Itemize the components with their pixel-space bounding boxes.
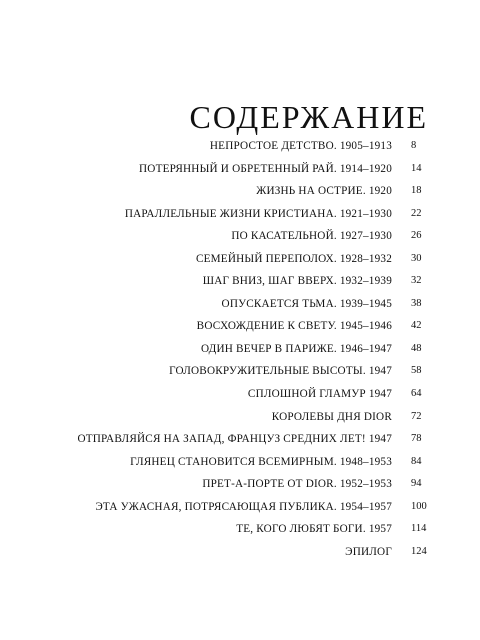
toc-entry-page-number: 26 — [411, 230, 422, 242]
toc-entry — [0, 270, 480, 293]
toc-entry-title: ПАРАЛЛЕЛЬНЫЕ ЖИЗНИ КРИСТИАНА. 1921–1930 — [124, 207, 392, 220]
toc-entry-title: ОТПРАВЛЯЙСЯ НА ЗАПАД, ФРАНЦУЗ СРЕДНИХ ЛЕТ! 1947 — [77, 433, 392, 446]
toc-entry-page-number: 94 — [411, 478, 422, 490]
toc-entry — [0, 383, 480, 406]
toc-entry-page-number: 48 — [411, 342, 422, 354]
toc-entry-title: ПРЕТ-А-ПОРТЕ ОТ DIOR. 1952–1953 — [202, 478, 392, 491]
toc-entry-page-number: 32 — [411, 275, 422, 287]
toc-entry-page-number: 18 — [411, 185, 422, 197]
toc-entry-page-number: 42 — [411, 320, 422, 332]
toc-entry-page-number: 78 — [411, 433, 422, 445]
toc-entry-page-number: 114 — [411, 523, 427, 535]
toc-entry-title: ГЛЯНЕЦ СТАНОВИТСЯ ВСЕМИРНЫМ. 1948–1953 — [130, 455, 392, 468]
toc-entry-title: СЕМЕЙНЫЙ ПЕРЕПОЛОХ. 1928–1932 — [195, 252, 392, 265]
toc-entry — [0, 541, 480, 564]
toc-entry-title: ПОТЕРЯННЫЙ И ОБРЕТЕННЫЙ РАЙ. 1914–1920 — [139, 162, 392, 175]
toc-entry — [0, 135, 480, 158]
toc-entry — [0, 315, 480, 338]
toc-entry-page-number: 100 — [411, 500, 427, 512]
toc-entry-title: ЭТА УЖАСНАЯ, ПОТРЯСАЮЩАЯ ПУБЛИКА. 1954–1957 — [95, 500, 392, 513]
toc-entry-page-number: 14 — [411, 162, 422, 174]
toc-entry-title: ГОЛОВОКРУЖИТЕЛЬНЫЕ ВЫСОТЫ. 1947 — [169, 365, 392, 378]
toc-entry-page-number: 124 — [411, 545, 427, 557]
toc-entry — [0, 338, 480, 361]
toc-entry-page-number: 22 — [411, 207, 422, 219]
toc-entry-title: ШАГ ВНИЗ, ШАГ ВВЕРХ. 1932–1939 — [202, 275, 392, 288]
toc-entry — [0, 473, 480, 496]
toc-entry-title: ОДИН ВЕЧЕР В ПАРИЖЕ. 1946–1947 — [200, 342, 392, 355]
toc-entry-title: КОРОЛЕВЫ ДНЯ DIOR — [271, 410, 392, 423]
toc-entry-title: НЕПРОСТОЕ ДЕТСТВО. 1905–1913 — [209, 140, 392, 152]
toc-entry — [0, 428, 480, 451]
toc-entry — [0, 293, 480, 316]
toc-entry — [0, 360, 480, 383]
toc-entry — [0, 518, 480, 541]
toc-entry — [0, 451, 480, 474]
toc-entry — [0, 248, 480, 271]
toc-entry-title: ОПУСКАЕТСЯ ТЬМА. 1939–1945 — [221, 297, 392, 310]
toc-entry-title: ЭПИЛОГ — [345, 545, 392, 558]
page-title: СОДЕРЖАНИЕ — [189, 99, 428, 136]
toc-entry-title: ТЕ, КОГО ЛЮБЯТ БОГИ. 1957 — [236, 523, 392, 536]
toc-entry-page-number: 58 — [411, 365, 422, 377]
toc-entry-page-number: 30 — [411, 252, 422, 264]
toc-list — [0, 135, 480, 563]
toc-entry — [0, 406, 480, 429]
toc-entry-page-number: 64 — [411, 388, 422, 400]
toc-entry — [0, 180, 480, 203]
toc-entry-title: СПЛОШНОЙ ГЛАМУР 1947 — [247, 388, 392, 401]
toc-entry-title: ПО КАСАТЕЛЬНОЙ. 1927–1930 — [231, 230, 392, 243]
toc-entry-page-number: 38 — [411, 297, 422, 309]
toc-entry-title: ВОСХОЖДЕНИЕ К СВЕТУ. 1945–1946 — [196, 320, 392, 333]
toc-entry — [0, 158, 480, 181]
toc-entry — [0, 225, 480, 248]
toc-entry — [0, 496, 480, 519]
toc-entry-page-number: 72 — [411, 410, 422, 422]
toc-entry-page-number: 84 — [411, 455, 422, 467]
toc-entry — [0, 203, 480, 226]
toc-entry-page-number: 8 — [411, 140, 417, 151]
toc-entry-title: ЖИЗНЬ НА ОСТРИЕ. 1920 — [256, 185, 392, 198]
